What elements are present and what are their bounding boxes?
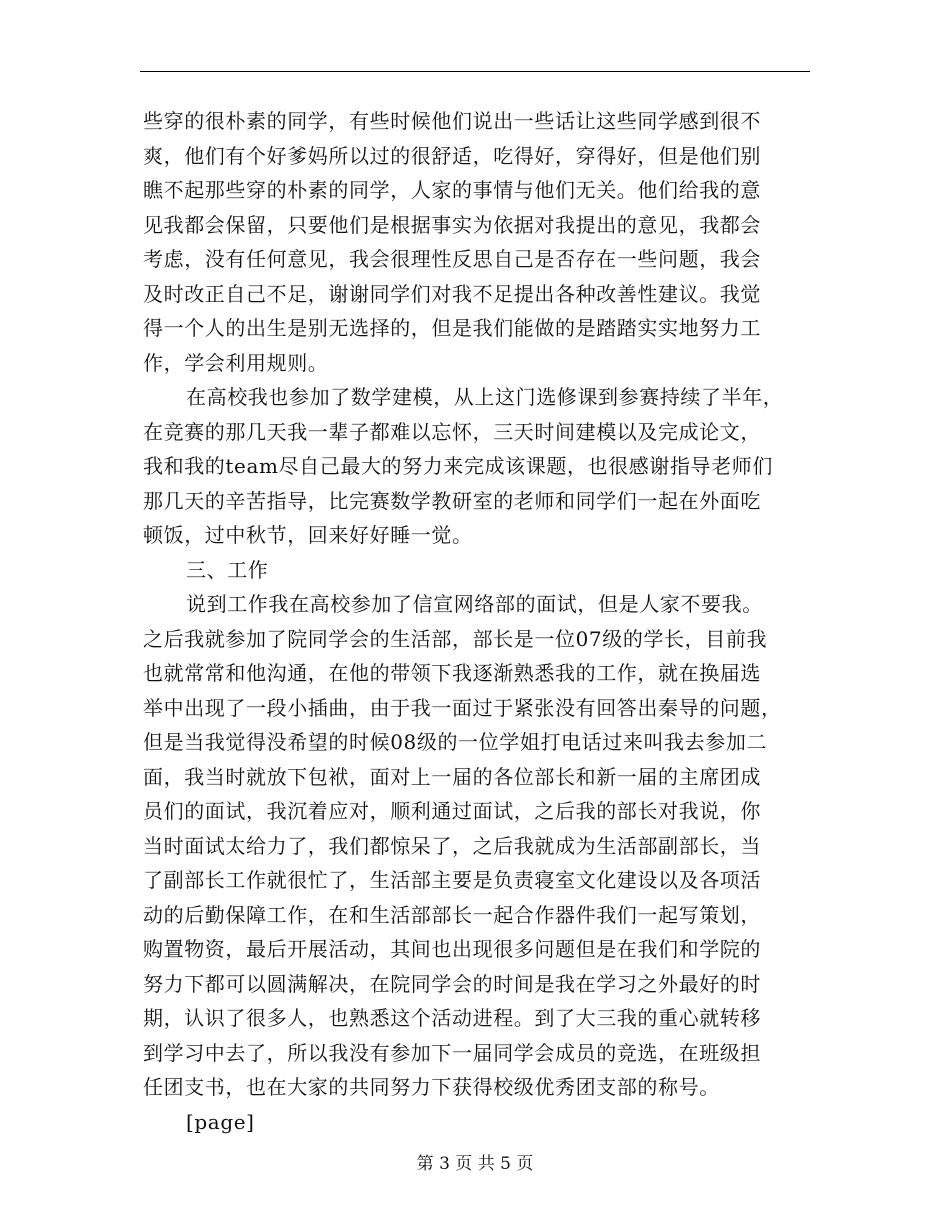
paragraph-start-line: 说到工作我在高校参加了信宣网络部的面试，但是人家不要我。 <box>186 592 763 616</box>
text-line: 购置物资，最后开展活动，其间也出现很多问题但是在我们和学院的 <box>143 937 761 961</box>
text-line: 顿饭，过中秋节，回来好好睡一觉。 <box>143 523 473 547</box>
text-line: 员们的面试，我沉着应对，顺利通过面试，之后我的部长对我说，你 <box>143 799 761 823</box>
text-line: 那几天的辛苦指导，比完赛数学教研室的老师和同学们一起在外面吃 <box>143 488 761 513</box>
text-line: 当时面试太给力了，我们都惊呆了，之后我就成为生活部副部长，当 <box>143 833 761 858</box>
section-heading: 三、工作 <box>186 557 269 582</box>
text-line: 面，我当时就放下包袱，面对上一届的各位部长和新一届的主席团成 <box>143 764 761 789</box>
text-line: 努力下都可以圆满解决，在院同学会的时间是我在学习之外最好的时 <box>143 971 761 996</box>
document-body <box>143 104 811 1139</box>
page-marker: [page] <box>186 1109 255 1134</box>
text-line: 我和我的team尽自己最大的努力来完成该课题，也很感谢指导老师们 <box>143 454 773 478</box>
text-line: 作，学会利用规则。 <box>143 350 329 375</box>
text-line: 爽，他们有个好爹妈所以过的很舒适，吃得好，穿得好，但是他们别 <box>143 143 761 168</box>
page-number-footer: 第 3 页 共 5 页 <box>416 1154 534 1174</box>
text-line: 考虑，没有任何意见，我会很理性反思自己是否存在一些问题，我会 <box>143 247 761 271</box>
text-line: 些穿的很朴素的同学，有些时候他们说出一些话让这些同学感到很不 <box>143 109 761 133</box>
text-line: 动的后勤保障工作，在和生活部部长一起合作器件我们一起写策划， <box>143 902 761 927</box>
text-line: 期，认识了很多人，也熟悉这个活动进程。到了大三我的重心就转移 <box>143 1006 761 1030</box>
paragraph-start-line: 在高校我也参加了数学建模，从上这门选修课到参赛持续了半年， <box>186 385 784 409</box>
text-line: 了副部长工作就很忙了，生活部主要是负责寝室文化建设以及各项活 <box>143 868 761 892</box>
text-line: 得一个人的出生是别无选择的，但是我们能做的是踏踏实实地努力工 <box>143 316 761 340</box>
text-line: 到学习中去了，所以我没有参加下一届同学会成员的竞选，在班级担 <box>143 1040 761 1065</box>
text-line: 任团支书，也在大家的共同努力下获得校级优秀团支部的称号。 <box>143 1075 720 1099</box>
text-line: 之后我就参加了院同学会的生活部，部长是一位07级的学长，目前我 <box>143 626 768 651</box>
header-rule <box>140 71 810 72</box>
text-line: 见我都会保留，只要他们是根据事实为依据对我提出的意见，我都会 <box>143 212 761 237</box>
text-line: 但是当我觉得没希望的时候08级的一位学姐打电话过来叫我去参加二 <box>143 730 768 754</box>
text-line: 及时改正自己不足，谢谢同学们对我不足提出各种改善性建议。我觉 <box>143 281 761 306</box>
text-line: 瞧不起那些穿的朴素的同学，人家的事情与他们无关。他们给我的意 <box>143 178 761 202</box>
text-line: 在竞赛的那几天我一辈子都难以忘怀，三天时间建模以及完成论文， <box>143 419 761 444</box>
text-line: 也就常常和他沟通，在他的带领下我逐渐熟悉我的工作，就在换届选 <box>143 661 761 685</box>
text-line: 举中出现了一段小插曲，由于我一面过于紧张没有回答出秦导的问题， <box>143 695 782 720</box>
